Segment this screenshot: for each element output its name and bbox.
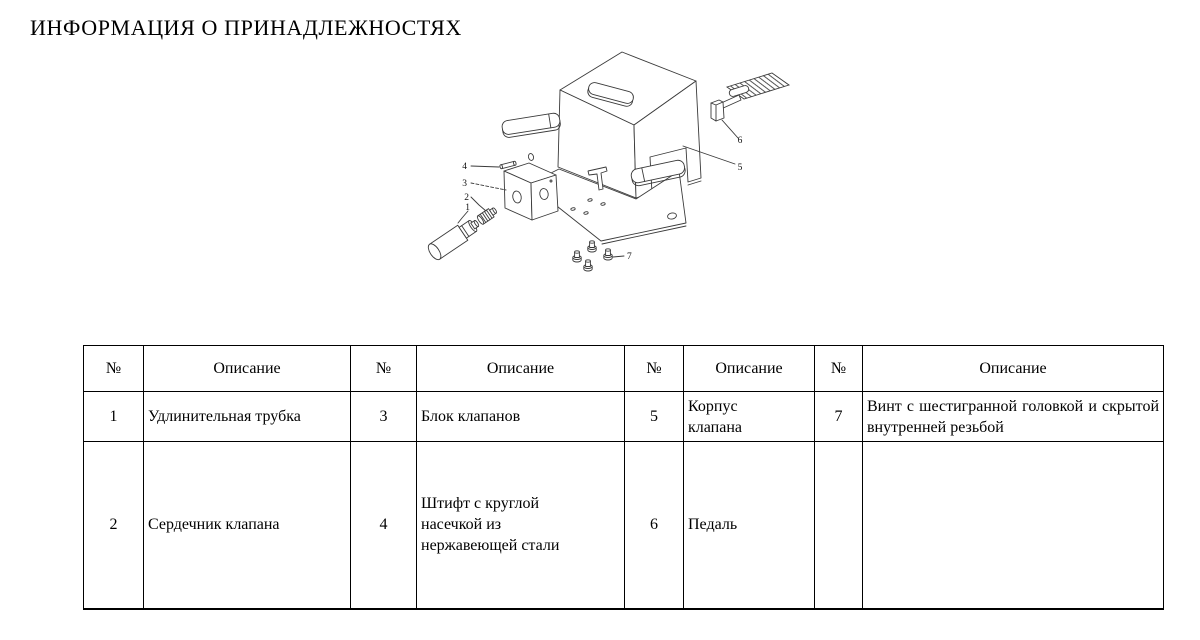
part-desc-cell xyxy=(417,442,625,609)
knurled-pin-part-2-drawing xyxy=(476,206,498,225)
part-number-cell: 4 xyxy=(351,442,417,609)
table-row xyxy=(84,392,1164,442)
col-header-no: № xyxy=(625,346,684,392)
col-header-desc: Описание xyxy=(417,346,625,392)
part-desc-cell xyxy=(863,442,1164,609)
table-row xyxy=(84,442,1164,609)
col-header-no: № xyxy=(351,346,417,392)
part-number-cell xyxy=(815,442,863,609)
part-number-cell: 1 xyxy=(84,392,144,442)
page-title: ИНФОРМАЦИЯ О ПРИНАДЛЕЖНОСТЯХ xyxy=(30,15,462,40)
part-desc-cell: Удлинительная трубка xyxy=(144,392,351,442)
callout-label-7: 7 xyxy=(627,252,632,262)
part-desc-cell: Педаль xyxy=(684,442,815,609)
part-desc-cell xyxy=(684,392,815,442)
extension-tube-part-1-drawing xyxy=(426,215,483,261)
part-desc-cell: Блок клапанов xyxy=(417,392,625,442)
callout-label-1: 1 xyxy=(465,203,470,213)
table-header-row xyxy=(84,346,1164,392)
parts-table xyxy=(83,345,1164,610)
part-number-cell: 6 xyxy=(625,442,684,609)
part-number-cell: 3 xyxy=(351,392,417,442)
col-header-no: № xyxy=(815,346,863,392)
col-header-no: № xyxy=(84,346,144,392)
col-header-desc: Описание xyxy=(684,346,815,392)
part-number-cell: 7 xyxy=(815,392,863,442)
part-desc-text: Штифт с круглой насечкой из нержавеющей стали xyxy=(421,495,560,555)
screws-part-7-drawing xyxy=(573,241,612,271)
part-desc-text: Корпус клапана xyxy=(688,397,742,436)
part-desc-cell: Винт с шестигранной головкой и скрытой внутренней резьбой xyxy=(863,392,1164,442)
part-number-cell: 5 xyxy=(625,392,684,442)
col-header-desc: Описание xyxy=(863,346,1164,392)
pedal-part-6-drawing xyxy=(711,73,789,121)
part-number-cell: 2 xyxy=(84,442,144,609)
col-header-desc: Описание xyxy=(144,346,351,392)
valve-block-part-3-drawing xyxy=(504,163,558,220)
part-desc-cell: Сердечник клапана xyxy=(144,442,351,609)
callout-label-4: 4 xyxy=(462,162,467,172)
callout-label-5: 5 xyxy=(737,163,743,173)
callout-label-6: 6 xyxy=(737,136,743,146)
callout-label-3: 3 xyxy=(462,179,467,189)
callout-label-2: 2 xyxy=(464,193,469,203)
